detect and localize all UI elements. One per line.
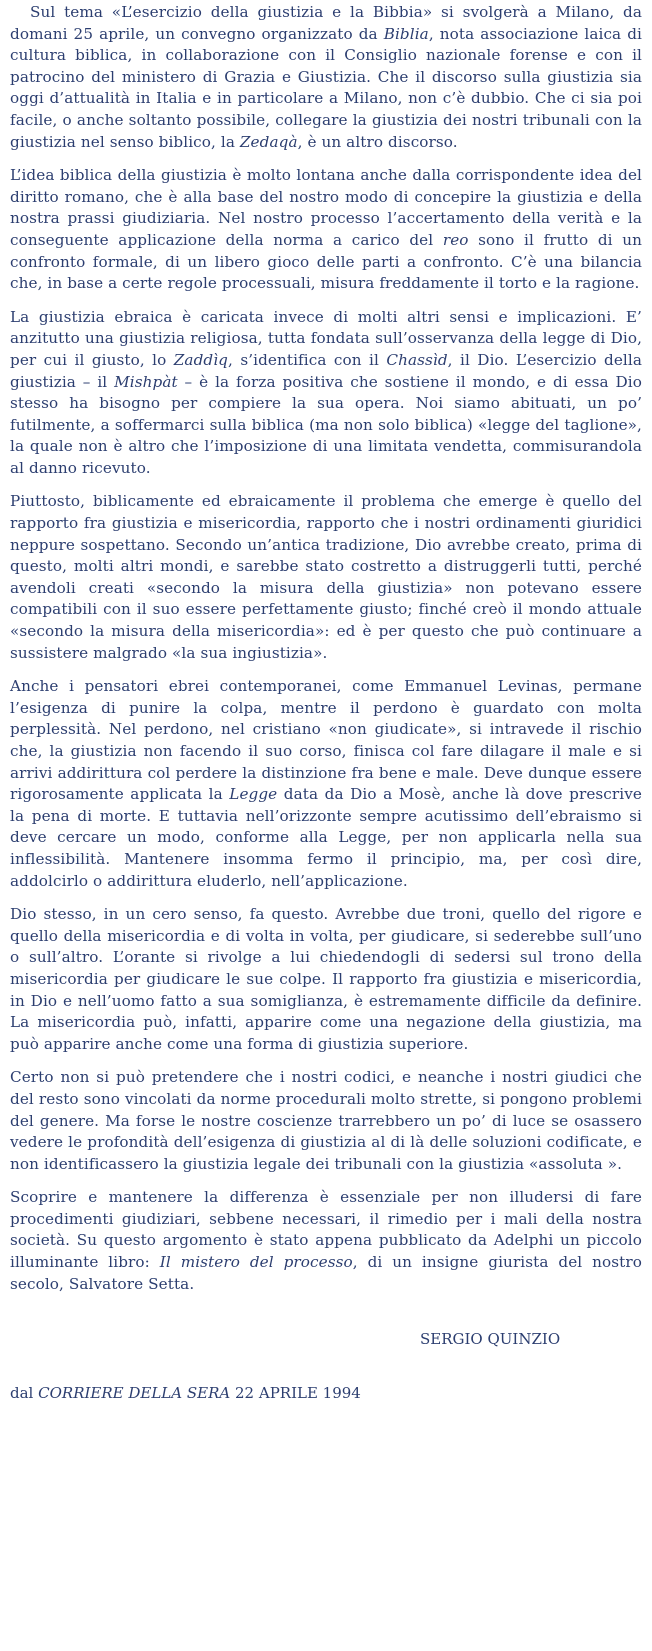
paragraph-5-text-c: data da Dio a Mosè, anche là dove prescrive la pena di morte. E tuttavia nell’orizzonte sempre acutissimo dell’ebraismo si deve cercare un modo, conforme alla Legge, per non applicarla nella sua inflessibilità. Mantenere insomma fermo il principio, ma, per così dire, addolcirlo o addirittura eluderlo, nell’applicazione.	[10, 785, 642, 890]
paragraph-7: Certo non si può pretendere che i nostri codici, e neanche i nostri giudici che del resto sono vincolati da norme procedurali molto strette, si pongono problemi del genere. Ma forse le nostre coscienze trarrebbero un po’ di luce se osassero vedere le profondità dell’esigenza di giustizia al di là delle soluzioni codificate, e non identificassero la giustizia legale dei tribunali con la giustizia «assoluta ».	[10, 1068, 642, 1173]
paragraph-1	[10, 2, 642, 153]
paragraph-3-text-a: La giustizia ebraica è caricata invece di molti altri sensi e implicazioni. E’ anzitutto una giustizia religiosa, tutta fondata sull’osservanza della legge di Dio, per cui il giusto, lo	[10, 307, 642, 369]
book-title-italic: Il mistero del processo	[159, 1253, 353, 1272]
paragraph-6: Dio stesso, in un cero senso, fa questo. Avrebbe due troni, quello del rigore e quello della misericordia e di volta in volta, per giudicare, si sederebbe sull’uno o sull’altro. L’orante si rivolge a lui chiedendogli di sedersi sul trono della misericordia per giudicare le sue colpe. Il rapporto fra giustizia e misericordia, in Dio e nell’uomo fatto a sua somiglianza, è estremamente difficile da definire. La misericordia può, infatti, apparire come una negazione della giustizia, ma può apparire anche come una forma di giustizia superiore.	[10, 905, 642, 1053]
reo-italic: reo	[442, 230, 469, 249]
zedaqa-italic: Zedaqà	[239, 132, 298, 151]
source-date: 22 APRILE 1994	[230, 1384, 361, 1402]
paragraph-3-text-c: , s’identifica con il	[228, 350, 387, 369]
paragraph-2-rest: sono il frutto di un confronto formale, di un libero gioco delle parti a confronto. C’è una bilancia che, in base a certe regole processuali, misura freddamente il torto e la ragione.	[10, 230, 642, 293]
paragraph-3	[10, 307, 642, 480]
paragraph-1-text-a: Sul tema «L’esercizio della giustizia e la Bibbia» si svolgerà a Milano, da domani 25 aprile, un convegno organizzato da	[10, 3, 642, 43]
paragraph-2	[10, 165, 642, 295]
mishpat-italic: Mishpàt	[114, 372, 178, 391]
newspaper-name: CORRIERE DELLA SERA	[38, 1384, 231, 1402]
zaddiq-italic: Zaddìq	[173, 350, 228, 369]
chassid-italic: Chassìd	[386, 350, 448, 369]
paragraph-4: Piuttosto, biblicamente ed ebraicamente il problema che emerge è quello del rapporto fra giustizia e misericordia, rapporto che i nostri ordinamenti giuridici neppure sospettano. Secondo un’antica tradizione, Dio avrebbe creato, prima di questo, molti altri mondi, e sarebbe stato costretto a distruggerli tutti, perché avendoli creati «secondo la misura della giustizia» non potevano essere compatibili con il suo essere perfettamente giusto; finché creò il mondo attuale «secondo la misura della misericordia»: ed è per questo che può continuare a sussistere malgrado «la sua ingiustizia».	[10, 492, 642, 662]
paragraph-8-text-c: , di un insigne giurista del nostro secolo, Salvatore Setta.	[10, 1253, 642, 1293]
biblia-italic: Biblia	[383, 24, 429, 43]
paragraph-2-text: L’idea biblica della giustizia è molto lontana anche dalla corrispondente idea del diritto romano, che è alla base del nostro modo di concepire la giustizia e della nostra prassi giudiziaria. Nel nostro processo l’accertamento della verità e la conseguente applicazione della norma a carico del	[10, 166, 642, 249]
legge-italic: Legge	[229, 785, 278, 804]
paragraph-3-text-g: – è la forza positiva che sostiene il mondo, e di essa Dio stesso ha bisogno per compiere la sua opera. Noi siamo abituati, un po’ futilmente, a soffermarci sulla biblica (ma non solo biblica) «legge del taglione», la quale non è altro che l’imposizione di una limitata vendetta, commisurandola al danno ricevuto.	[10, 372, 642, 477]
paragraph-5-text-a: Anche i pensatori ebrei contemporanei, come Emmanuel Levinas, permane l’esigenza di punire la colpa, mentre il perdono è guardato con molta perplessità. Nel perdono, nel cristiano «non giudicate», si intravede il rischio che, la giustizia non facendo il suo corso, finisca col fare dilagare il male e si arrivi addirittura col perdere la distinzione fra bene e male. Deve dunque essere rigorosamente applicata la	[10, 677, 642, 804]
paragraph-8-text-a: Scoprire e mantenere la differenza è essenziale per non illudersi di fare procedimenti giudiziari, sebbene necessari, il rimedio per i mali della nostra società. Su questo argomento è stato appena pubblicato da Adelphi un piccolo illuminante libro:	[10, 1188, 642, 1272]
paragraph-3-text-e: , il Dio. L’esercizio della giustizia – il	[10, 350, 642, 391]
source-line	[10, 1384, 361, 1402]
paragraph-8	[10, 1187, 642, 1295]
author-signature: SERGIO QUINZIO	[420, 1330, 561, 1348]
paragraph-1-text-e: , è un altro discorso.	[297, 132, 458, 151]
article-body	[10, 2, 642, 1307]
paragraph-1-text-c: , nota associazione laica di cultura biblica, in collaborazione con il Consiglio nazionale forense e con il patrocino del ministero di Grazia e Giustizia. Che il discorso sulla giustizia sia oggi d’attualità in Italia e in particolare a Milano, non c’è dubbio. Che ci sia poi facile, o anche soltanto possibile, collegare la giustizia dei nostri tribunali con la giustizia nel senso biblico, la	[10, 24, 642, 151]
paragraph-5	[10, 676, 642, 892]
source-prefix: dal	[10, 1384, 39, 1402]
